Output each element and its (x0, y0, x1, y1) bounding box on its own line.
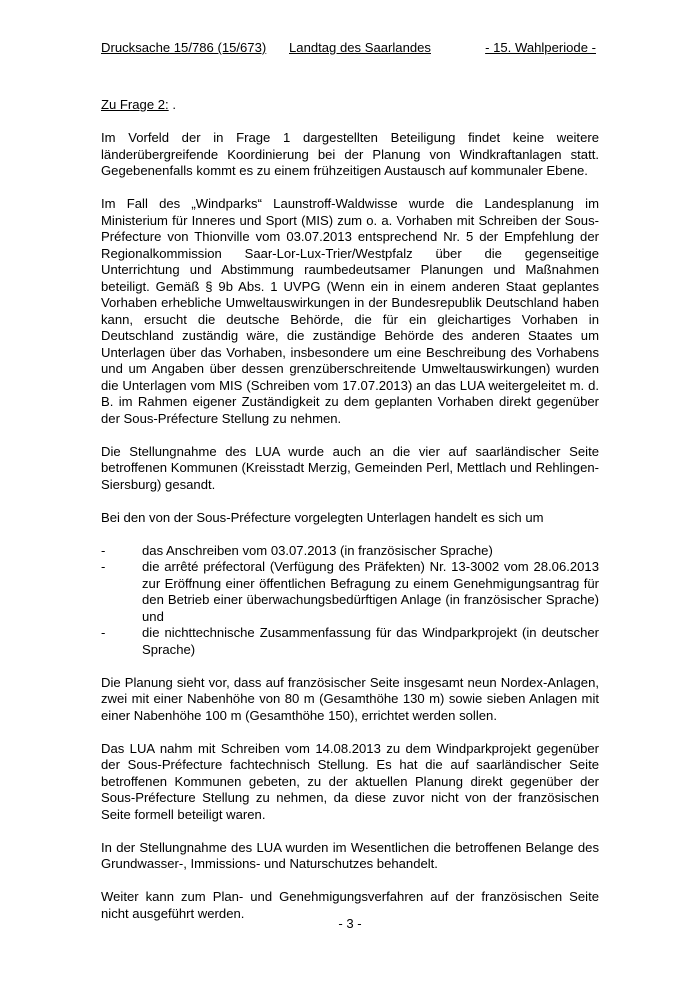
list-item-text: das Anschreiben vom 03.07.2013 (in französischer Sprache) (142, 542, 493, 558)
list-dash: - (101, 542, 106, 558)
header-parliament: Landtag des Saarlandes (289, 40, 431, 55)
list-item-text: die nichttechnische Zusammenfassung für das Windparkprojekt (in deutscher Sprache) (142, 625, 599, 657)
page-number: - 3 - (338, 916, 362, 931)
paragraph-lua-statement: Die Stellungnahme des LUA wurde auch an die vier auf saarländischer Seite betroffenen Kommunen (Kreisstadt Merzig, Gemeinden Perl, Mettlach und Rehlingen-Siersburg) gesandt. (101, 443, 599, 492)
page-header (101, 40, 596, 56)
paragraph-documents-intro: Bei den von der Sous-Préfecture vorgelegten Unterlagen handelt es sich um (101, 509, 544, 525)
paragraph-closing: Weiter kann zum Plan- und Genehmigungsverfahren auf der französischen Seite nicht ausgeführt werden. (101, 889, 599, 921)
list-item (101, 559, 599, 625)
header-legislative-period: - 15. Wahlperiode - (485, 40, 596, 55)
section-heading-label: Zu Frage 2: (101, 97, 169, 112)
section-heading (101, 97, 599, 114)
list-item (101, 543, 599, 560)
list-item-text: die arrêté préfectoral (Verfügung des Präfekten) Nr. 13-3002 vom 28.06.2013 zur Eröffnung einer öffentlichen Befragung zu einem Genehmigungsantrag für den Betrieb einer überwachungsbedürftigen Anlage (in französischer Sprache) und (142, 559, 599, 624)
section-heading-suffix: . (168, 97, 176, 112)
list-dash: - (101, 559, 106, 574)
paragraph-concerns: In der Stellungnahme des LUA wurden im Wesentlichen die betroffenen Belange des Grundwasser-, Immissions- und Naturschutzes behandelt. (101, 839, 599, 871)
paragraph-coordination: Im Vorfeld der in Frage 1 dargestellten Beteiligung findet keine weitere länderübergreifende Koordinierung bei der Planung von Windkraftanlagen statt. Gegebenenfalls kommt es zu einem frühzeitigen Austausch auf kommunaler Ebene. (101, 130, 599, 178)
paragraph-windpark-case: Im Fall des „Windparks“ Launstroff-Waldwisse wurde die Landesplanung im Ministerium für Inneres und Sport (MIS) zum o. a. Vorhaben mit Schreiben der Sous-Préfecture von Thionville vom 03.07.2013 entsprechend Nr. 5 der Empfehlung der Regionalkommission Saar-Lor-Lux-Trier/Westpfalz über die gegenseitige Unterrichtung und Abstimmung raumbedeutsamer Planungen und Maßnahmen beteiligt. Gemäß § 9b Abs. 1 UVPG (Wenn ein in einem anderen Staat geplantes Vorhaben erhebliche Umweltauswirkungen in der Bundesrepublik Deutschland haben kann, ersucht die deutsche Behörde, die für ein gleichartiges Vorhaben in Deutschland zuständig wäre, die zuständige Behörde des anderen Staates um Unterlagen über das Vorhaben, insbesondere um eine Beschreibung des Vorhabens und um Angaben über dessen grenzüberschreitende Umweltauswirkungen) wurden die Unterlagen vom MIS (Schreiben vom 17.07.2013) an das LUA weitergeleitet m. d. B. im Rahmen eigener Zuständigkeit zu dem geplanten Vorhaben direkt gegenüber der Sous-Préfecture Stellung zu nehmen. (101, 196, 599, 426)
document-body (101, 97, 599, 939)
paragraph-lua-response: Das LUA nahm mit Schreiben vom 14.08.2013 zu dem Windparkprojekt gegenüber der Sous-Préfecture fachtechnisch Stellung. Es hat die auf saarländischer Seite betroffenen Kommunen gebeten, zu der aktuellen Planung direkt gegenüber der Sous-Préfecture Stellung zu nehmen, da diese zuvor nicht von der französischen Seite formell beteiligt waren. (101, 740, 599, 822)
paragraph-planning: Die Planung sieht vor, dass auf französischer Seite insgesamt neun Nordex-Anlagen, zwei mit einer Nabenhöhe von 80 m (Gesamthöhe 130 m) sowie sieben Anlagen mit einer Nabenhöhe 100 m (Gesamthöhe 150), errichtet werden sollen. (101, 674, 599, 723)
documents-list (101, 543, 599, 659)
list-item (101, 625, 599, 658)
list-dash: - (101, 625, 106, 640)
header-document-number: Drucksache 15/786 (15/673) (101, 40, 267, 55)
